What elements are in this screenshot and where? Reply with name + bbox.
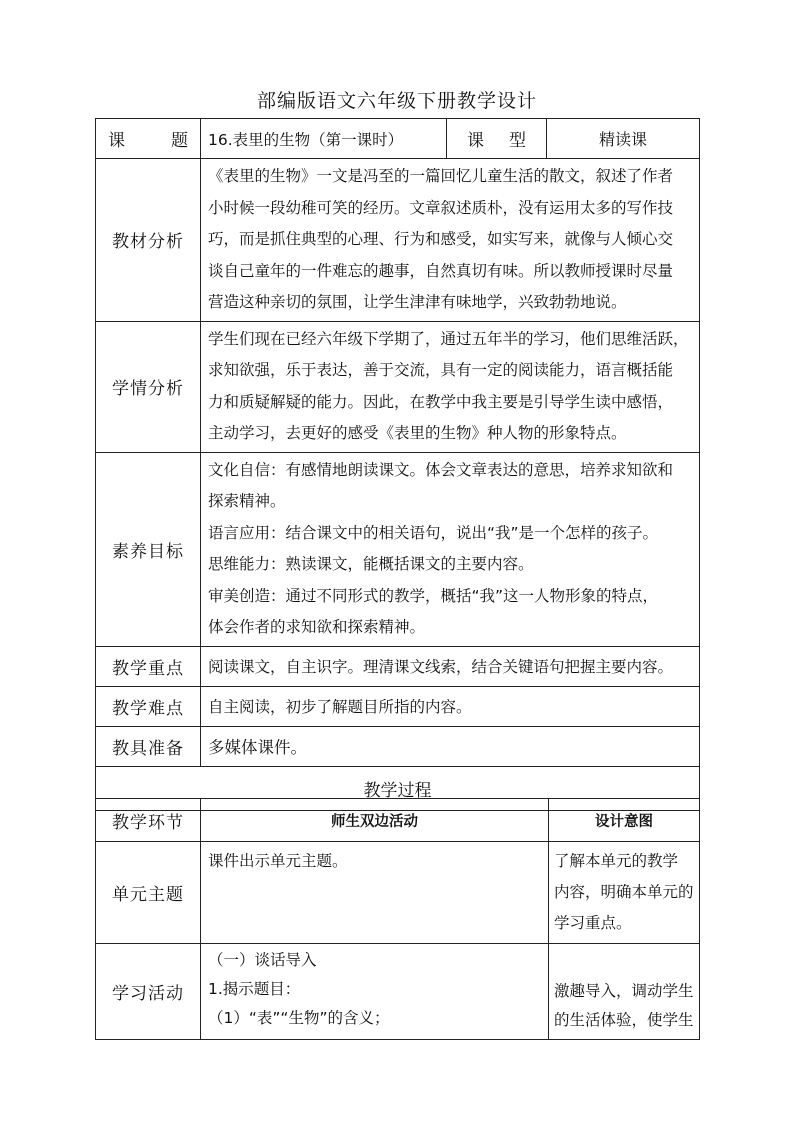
activity-cell (201, 944, 549, 1040)
process-header-row (96, 799, 700, 842)
text-line: 求知欲强，乐于表达，善于交流，具有一定的阅读能力，语言概括能 (208, 361, 674, 379)
process-row (96, 842, 700, 944)
student-analysis-row (96, 321, 700, 452)
text-line: 巧，而是抓住典型的心理、行为和感受，如实写来，就像与人倾心交 (208, 230, 674, 248)
key-point-content: 阅读课文，自主识字。理清课文线索，结合关键语句把握主要内容。 (201, 646, 700, 686)
goals-row (96, 452, 700, 646)
text-line: 谈自己童年的一件难忘的趣事，自然真切有味。所以教师授课时尽量 (208, 261, 674, 280)
text-line: 探索精神。 (208, 492, 286, 510)
tools-content: 多媒体课件。 (201, 726, 700, 766)
tools-row (96, 726, 700, 766)
text-line: 营造这种亲切的氛围，让学生津津有味地学，兴致勃勃地说。 (208, 293, 627, 311)
key-point-row (96, 646, 700, 686)
difficult-point-label: 教学难点 (96, 686, 201, 726)
text-line: 了解本单元的教学 (554, 852, 679, 870)
page-title: 部编版语文六年级下册教学设计 (256, 90, 537, 112)
text-line (554, 948, 695, 977)
stage-cell: 学习活动 (96, 944, 201, 1040)
text-line: 文化自信：有感情地朗读课文。体会文章表达的意思，培养求知欲和 (208, 460, 674, 479)
text-line: 体会作者的求知欲和探索精神。 (208, 618, 426, 636)
intent-cell (549, 842, 700, 944)
type-value: 精读课 (547, 119, 700, 159)
stage-column-header: 教学环节 (96, 799, 201, 842)
activity-cell (201, 842, 549, 944)
process-title: 教学过程 (96, 766, 700, 810)
textbook-analysis-label: 教材分析 (96, 159, 201, 322)
text-line: 力和质疑解疑的能力。因此，在教学中我主要是引导学生读中感悟， (208, 392, 674, 411)
text-line: 小时候一段幼稚可笑的经历。文章叙述质朴，没有运用太多的写作技 (208, 198, 674, 217)
key-point-label: 教学重点 (96, 646, 201, 686)
type-label: 课型 (447, 119, 547, 159)
activity-column-header: 师生双边活动 (201, 799, 549, 842)
textbook-analysis-row (96, 159, 700, 322)
goals-label: 素养目标 (96, 452, 201, 646)
text-line: 学生们现在已经六年级下学期了，通过五年半的学习，他们思维活跃， (208, 329, 689, 348)
topic-label: 课题 (96, 119, 201, 159)
text-line: 思维能力：熟读课文，能概括课文的主要内容。 (208, 555, 534, 573)
text-line: 审美创造：通过不同形式的教学，概括“我”这一人物形象的特点， (208, 586, 659, 605)
text-line: 内容，明确本单元的 (554, 883, 694, 901)
intent-column-header: 设计意图 (549, 799, 700, 842)
text-line: 主动学习，去更好的感受《表里的生物》种人物的形象特点。 (208, 424, 627, 442)
text-line: 课件出示单元主题。 (208, 852, 348, 870)
text-line: 《表里的生物》一文是冯至的一篇回忆儿童生活的散文，叙述了作者 (208, 167, 674, 185)
intent-cell (549, 944, 700, 1040)
header-row (96, 119, 700, 159)
student-analysis-label: 学情分析 (96, 321, 201, 452)
goals-content (201, 452, 700, 646)
topic-value: 16.表里的生物（第一课时） (201, 119, 447, 159)
text-line: （一）谈话导入 (208, 951, 317, 969)
text-line: （1）“表”“生物”的含义； (208, 1009, 390, 1027)
difficult-point-content: 自主阅读，初步了解题目所指的内容。 (201, 686, 700, 726)
tools-label: 教具准备 (96, 726, 201, 766)
difficult-point-row (96, 686, 700, 726)
stage-cell: 单元主题 (96, 842, 201, 944)
process-row (96, 944, 700, 1040)
student-analysis-content (201, 321, 700, 452)
process-table (95, 798, 700, 1040)
text-line: 1.揭示题目： (208, 980, 301, 998)
lesson-plan-table (95, 118, 700, 811)
text-line: 学习重点。 (554, 914, 632, 932)
textbook-analysis-content (201, 159, 700, 322)
text-line: 的生活体验，使学生 (554, 1011, 694, 1029)
text-line: 语言应用：结合课文中的相关语句，说出“我”是一个怎样的孩子。 (208, 523, 659, 542)
text-line: 激趣导入，调动学生 (554, 982, 694, 1000)
